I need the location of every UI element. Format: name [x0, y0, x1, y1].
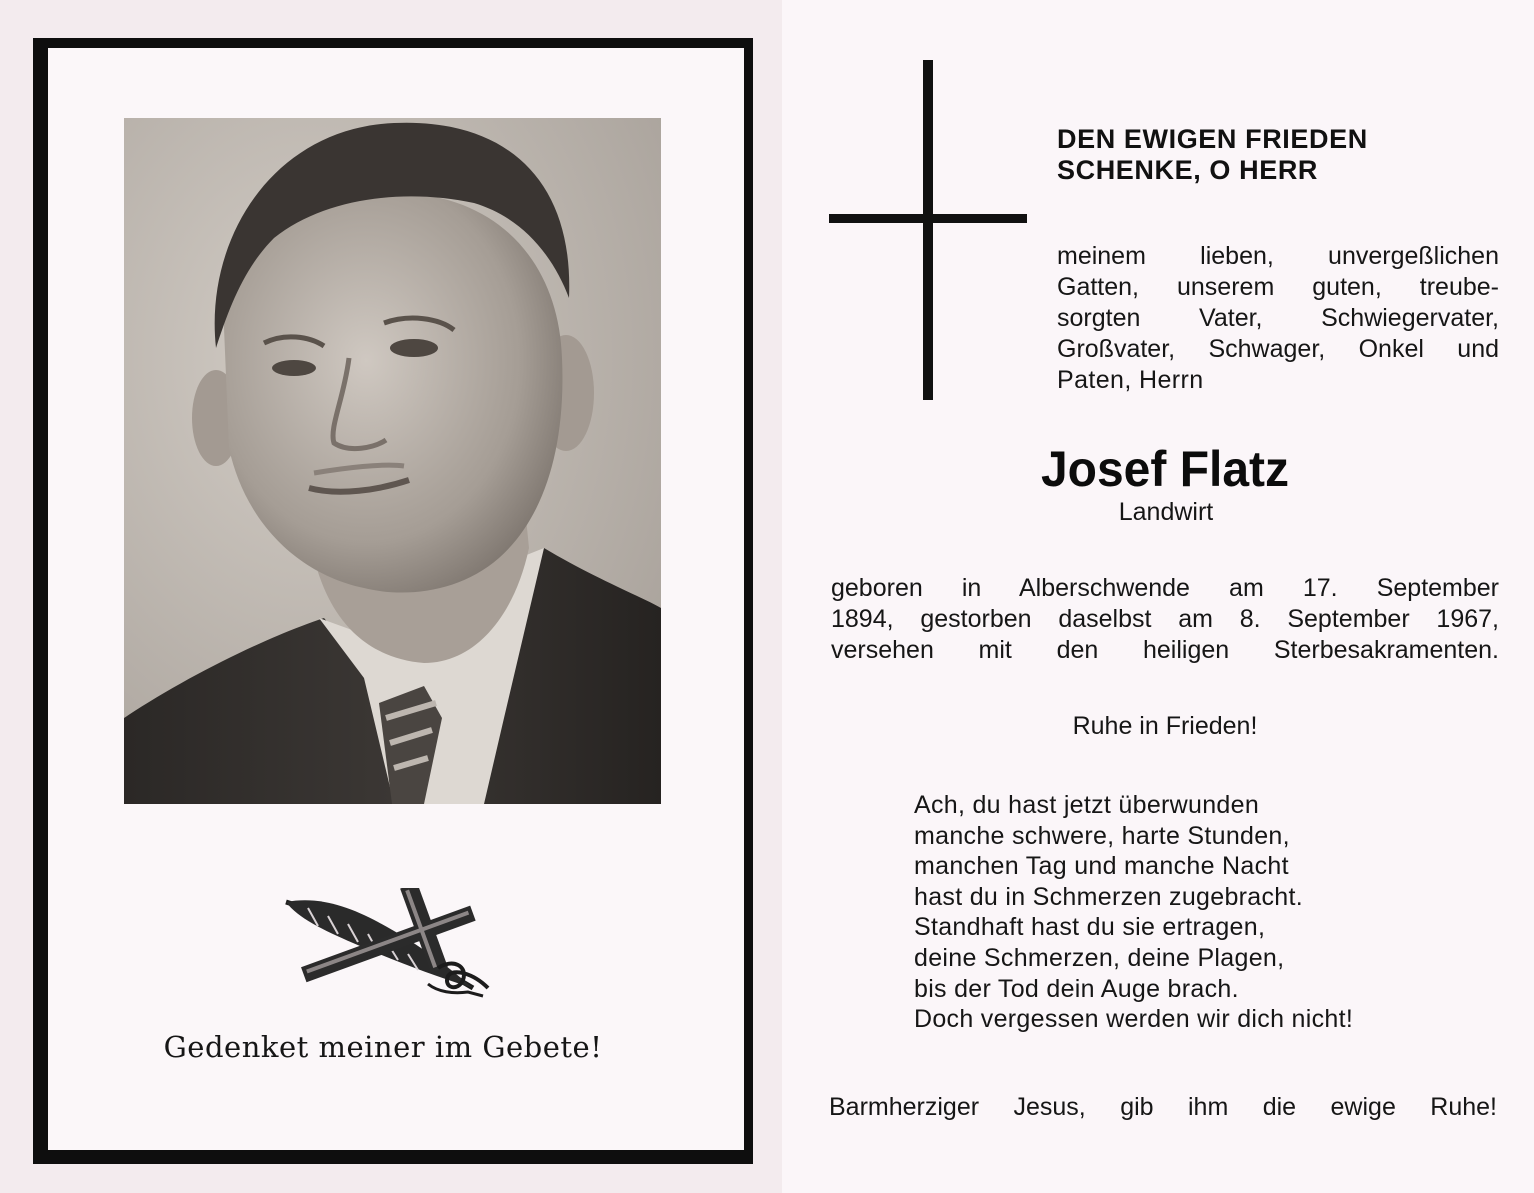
- poem-line: hast du in Schmerzen zugebracht.: [914, 882, 1303, 911]
- dedication-text: [1057, 241, 1499, 396]
- heading-line: DEN EWIGEN FRIEDEN: [1057, 124, 1368, 154]
- closing-prayer-line: Barmherziger Jesus, gib ihm die ewige Ruhe!: [829, 1093, 1497, 1121]
- poem-line: bis der Tod dein Auge brach.: [914, 974, 1239, 1003]
- poem: [914, 790, 1474, 1035]
- life-dates-line: versehen mit den heiligen Sterbesakramenten.: [831, 636, 1499, 664]
- latin-cross-icon: [829, 60, 1027, 400]
- poem-line: Doch vergessen werden wir dich nicht!: [914, 1005, 1354, 1034]
- poem-line: Standhaft hast du sie ertragen,: [914, 913, 1266, 942]
- poem-line: deine Schmerzen, deine Plagen,: [914, 943, 1285, 972]
- life-dates-text: [831, 573, 1499, 666]
- dedication-line: meinem lieben, unvergeßlichen: [1057, 242, 1499, 270]
- portrait-photo: [124, 118, 661, 804]
- life-dates-line: geboren in Alberschwende am 17. September: [831, 574, 1499, 602]
- prayer-line: Gedenket meiner im Gebete!: [163, 1030, 603, 1064]
- palm-frond-and-cross-emblem: [278, 888, 500, 1004]
- dedication-line: Gatten, unserem guten, treube-: [1057, 273, 1499, 301]
- poem-line: manche schwere, harte Stunden,: [914, 821, 1290, 850]
- dedication-line: Großvater, Schwager, Onkel und: [1057, 335, 1499, 363]
- poem-line: manchen Tag und manche Nacht: [914, 852, 1289, 881]
- cross-vertical-bar: [923, 60, 933, 400]
- deceased-name: Josef Flatz: [1040, 441, 1290, 497]
- dedication-line: Paten, Herrn: [1057, 366, 1204, 394]
- heading-line: SCHENKE, O HERR: [1057, 155, 1319, 185]
- dedication-line: sorgten Vater, Schwiegervater,: [1057, 304, 1499, 332]
- cross-horizontal-bar: [829, 214, 1027, 223]
- life-dates-line: 1894, gestorben daselbst am 8. September 1967,: [831, 605, 1499, 633]
- rest-in-peace-line: Ruhe in Frieden!: [1072, 712, 1258, 740]
- heading: [1057, 124, 1517, 186]
- occupation: Landwirt: [1118, 498, 1214, 526]
- closing-prayer: [829, 1092, 1497, 1123]
- poem-line: Ach, du hast jetzt überwunden: [914, 791, 1260, 819]
